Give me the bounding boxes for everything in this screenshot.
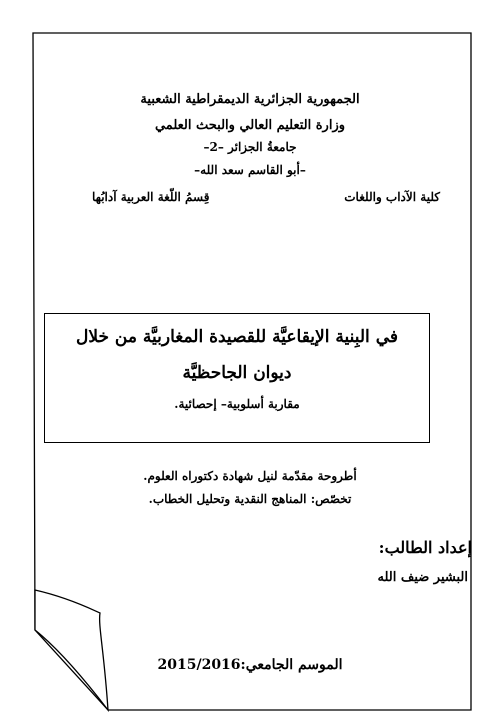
thesis-title-line-1: في البِنية الإيقاعيَّة للقصيدة المغاربيَّة من خلال bbox=[76, 327, 398, 347]
academic-year: الموسم الجامعي:2015/2016 bbox=[157, 657, 343, 673]
thesis-specialty: تخصّص: المناهج النقدية وتحليل الخطاب. bbox=[148, 492, 352, 506]
folded-corner bbox=[35, 590, 108, 710]
faculty-name: كلية الآداب واللغات bbox=[344, 190, 440, 204]
department-name: قِسمُ اللّغة العربية آدابُها bbox=[92, 190, 210, 204]
thesis-title-line-2: ديوان الجاحظيَّة bbox=[182, 363, 292, 383]
ministry-name: وزارة التعليم العالي والبحث العلمي bbox=[154, 118, 346, 133]
university-label: جامعةُ الجزائر –2– bbox=[203, 140, 297, 154]
republic-name: الجمهورية الجزائرية الديمقراطية الشعبية bbox=[140, 92, 360, 107]
prepared-by-label: إعداد الطالب: bbox=[378, 538, 472, 557]
thesis-subtitle: مقاربة أسلوبية– إحصائية. bbox=[174, 397, 300, 411]
student-name: البشير ضيف الله bbox=[377, 570, 468, 585]
thesis-purpose: أطروحة مقدّمة لنيل شهادة دكتوراه العلوم. bbox=[143, 469, 357, 483]
university-name: –أبو القاسم سعد الله– bbox=[194, 163, 306, 177]
